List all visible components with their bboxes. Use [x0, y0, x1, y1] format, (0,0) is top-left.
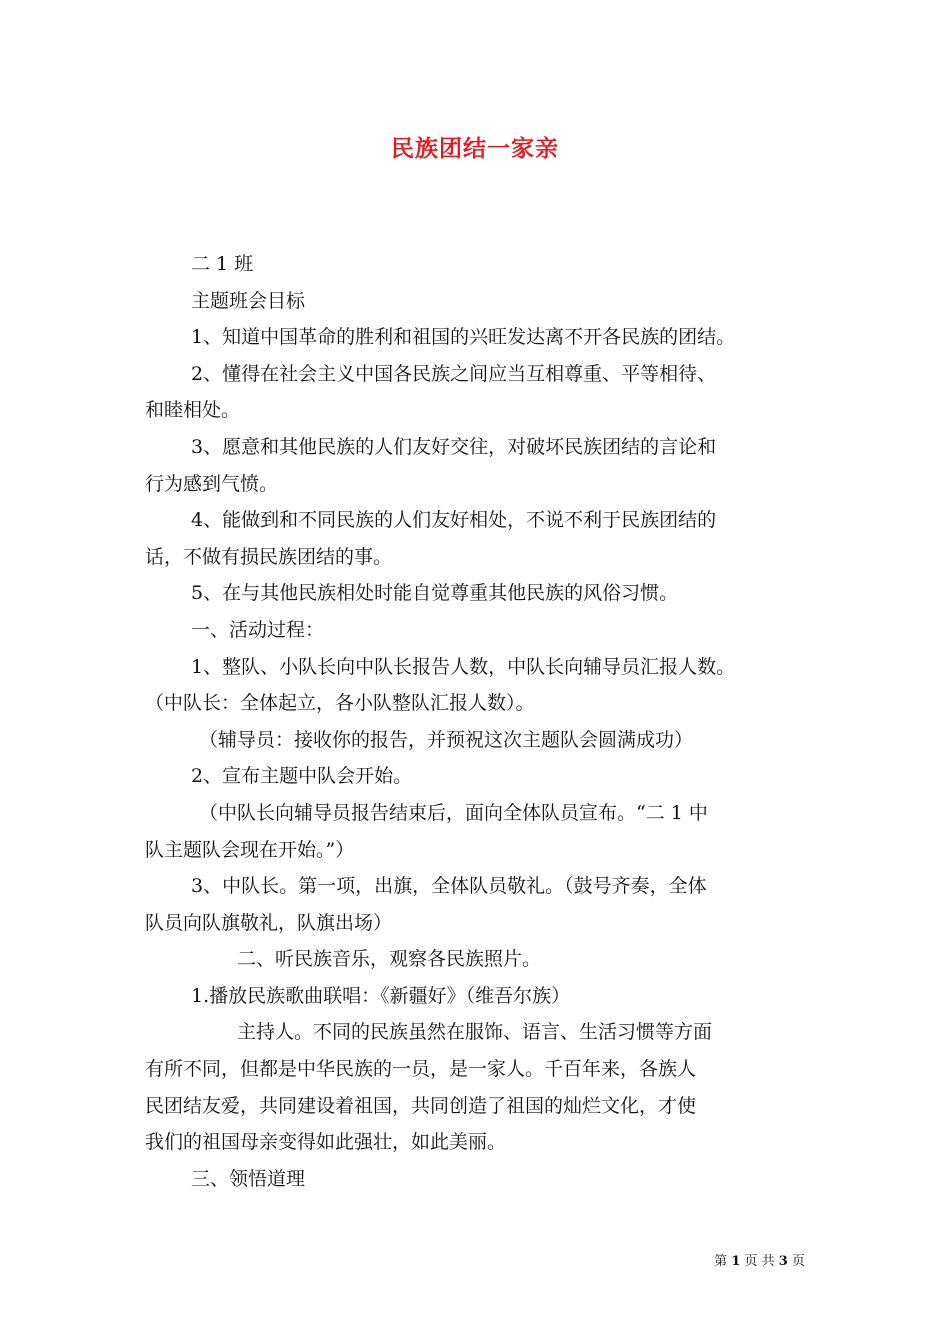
- goal-item-3-cont: 行为感到气愤。: [145, 472, 279, 495]
- footer-total-pages: 3: [778, 1254, 788, 1269]
- host-speech-cont-3: 我们的祖国母亲变得如此强壮，如此美丽。: [145, 1131, 507, 1154]
- page-number-footer: [714, 1250, 805, 1269]
- goal-item-5: 5、在与其他民族相处时能自觉尊重其他民族的风俗习惯。: [191, 582, 679, 605]
- goal-item-3: 3、愿意和其他民族的人们友好交往，对破坏民族团结的言论和: [191, 435, 717, 458]
- section-heading-understanding: 三、领悟道理: [191, 1167, 306, 1190]
- class-label: 二 1 班: [191, 253, 254, 275]
- music-item-1: 1.播放民族歌曲联唱：《新疆好》（维吾尔族）: [191, 984, 571, 1007]
- goal-item-2-cont: 和睦相处。: [145, 399, 241, 422]
- process-item-1: 1、整队、小队长向中队长报告人数，中队长向辅导员汇报人数。: [191, 655, 736, 678]
- process-item-1-note: （中队长：全体起立，各小队整队汇报人数）。: [145, 692, 535, 715]
- process-item-2-note-cont: 队主题队会现在开始。”）: [145, 838, 355, 861]
- host-speech-cont-1: 有所不同，但都是中华民族的一员，是一家人。千百年来，各族人: [145, 1058, 697, 1081]
- process-item-2: 2、宣布主题中队会开始。: [191, 765, 413, 788]
- process-item-1-reply: （辅导员：接收你的报告，并预祝这次主题队会圆满成功）: [199, 728, 694, 751]
- goal-item-4: 4、能做到和不同民族的人们友好相处，不说不利于民族团结的: [191, 509, 717, 532]
- process-item-3: 3、中队长。第一项，出旗，全体队员敬礼。（鼓号齐奏，全体: [191, 875, 707, 898]
- host-speech: 主持人。不同的民族虽然在服饰、语言、生活习惯等方面: [237, 1021, 713, 1044]
- section-heading-music: 二、听民族音乐，观察各民族照片。: [237, 948, 542, 971]
- section-heading-goals: 主题班会目标: [191, 289, 306, 312]
- footer-current-page: 1: [731, 1254, 741, 1269]
- host-speech-cont-2: 民团结友爱，共同建设着祖国，共同创造了祖国的灿烂文化，才使: [145, 1094, 697, 1117]
- document-body: [145, 246, 815, 1197]
- footer-middle: 页 共: [744, 1254, 775, 1269]
- section-heading-process: 一、活动过程：: [191, 618, 325, 641]
- footer-suffix: 页: [791, 1254, 805, 1269]
- goal-item-1: 1、知道中国革命的胜利和祖国的兴旺发达离不开各民族的团结。: [191, 326, 736, 349]
- footer-prefix: 第: [714, 1254, 728, 1269]
- document-title: 民族团结一家亲: [391, 135, 559, 162]
- goal-item-2: 2、懂得在社会主义中国各民族之间应当互相尊重、平等相待、: [191, 362, 717, 385]
- process-item-3-cont: 队员向队旗敬礼，队旗出场）: [145, 911, 393, 934]
- process-item-2-note: （中队长向辅导员报告结束后，面向全体队员宣布。“二 1 中: [199, 801, 708, 824]
- goal-item-4-cont: 话，不做有损民族团结的事。: [145, 545, 393, 568]
